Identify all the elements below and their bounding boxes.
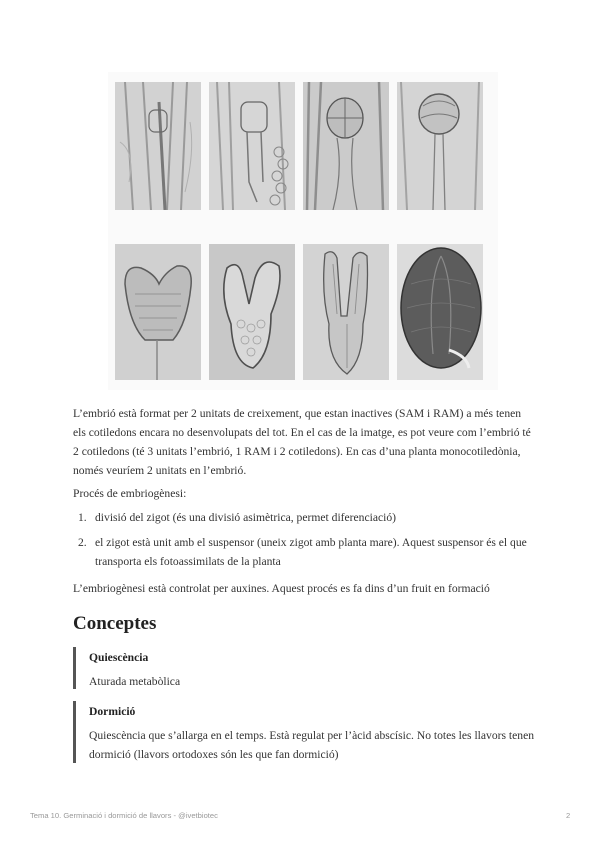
list-item-text: divisió del zigot (és una divisió asimètrica, permet diferenciació) <box>95 511 397 524</box>
intro-paragraph: L’embrió està format per 2 unitats de creixement, que estan inactives (SAM i RAM) a més tenen els cotiledons encara no desenvolupats del tot. En el cas de la imatge, es pot veure com l’embrió té 2 cotiledons (té 3 unitats l’embrió, 1 RAM i 2 cotiledons). En cas d’una planta monocotiledònia, només veuríem 2 unitats en l’embrió. <box>73 407 531 477</box>
micrograph-globular-suspensor <box>209 82 295 210</box>
section-heading: Conceptes <box>73 613 157 634</box>
concept-body: Quiescència que s’allarga en el temps. Està regulat per l’àcid abscísic. No totes les llavors tenen dormició (llavors ortodoxes són les que fan dormició) <box>89 729 535 761</box>
embryo-development-figure <box>108 72 498 390</box>
concept-title: Quiescència <box>89 651 149 664</box>
micrograph-globular-late <box>397 82 483 210</box>
micrograph-mature-embryo <box>397 244 483 380</box>
list-number: 2. <box>78 536 87 549</box>
micrograph-heart-stage <box>209 244 295 380</box>
embryogenesis-steps <box>78 508 533 577</box>
concept-title: Dormició <box>89 705 136 718</box>
micrograph-torpedo-stage <box>303 244 389 380</box>
concept-block <box>73 701 549 763</box>
process-label: Procés de embriogènesi: <box>73 487 187 500</box>
concept-block <box>73 647 549 689</box>
footer-source: Tema 10. Germinació i dormició de llavors - @ivetbiotec <box>30 811 218 820</box>
micrograph-globular-cells <box>303 82 389 210</box>
list-item <box>78 533 533 571</box>
auxins-paragraph: L’embriogènesi està controlat per auxines. Aquest procés es fa dins d’un fruit en formació <box>73 582 490 595</box>
list-item-text: el zigot està unit amb el suspensor (uneix zigot amb planta mare). Aquest suspensor és el que transporta els fotoassimilats de la planta <box>95 536 527 568</box>
list-number: 1. <box>78 511 87 524</box>
concept-body: Aturada metabòlica <box>89 675 181 688</box>
list-item <box>78 508 533 527</box>
micrograph-heart-early <box>115 244 201 380</box>
micrograph-globular-early <box>115 82 201 210</box>
page-number: 2 <box>566 811 571 820</box>
